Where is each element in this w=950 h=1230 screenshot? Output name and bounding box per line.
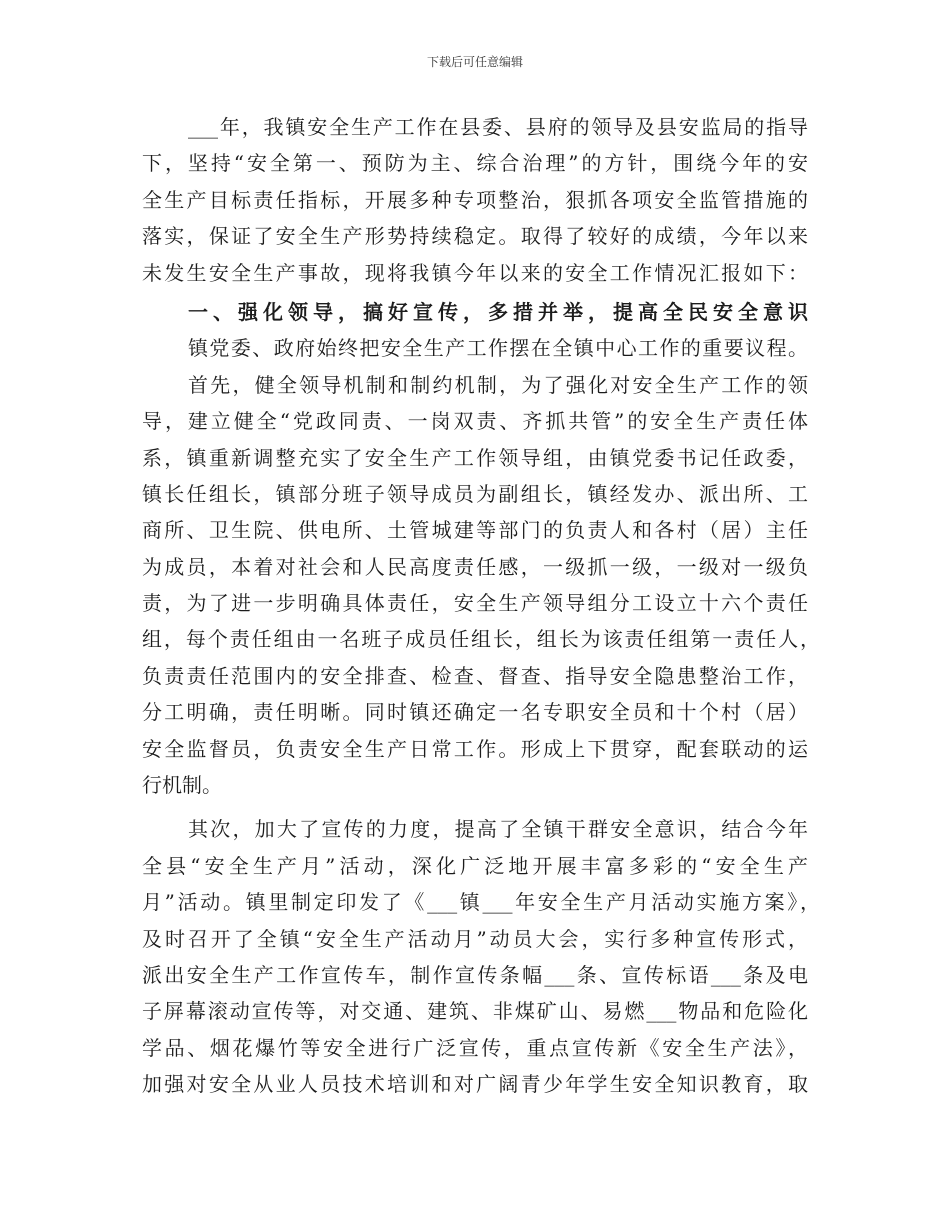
paragraph-line: 组，每个责任组由一名班子成员任组长，组长为该责任组第一责任人， (142, 627, 820, 652)
document-body (142, 109, 822, 1103)
paragraph-line: ___年，我镇安全生产工作在县委、县府的领导及县安监局的指导 (188, 115, 808, 139)
paragraph-line: 行机制。 (142, 773, 222, 798)
paragraph-line: 加强对安全从业人员技术培训和对广阔青少年学生安全知识教育，取 (142, 1072, 808, 1097)
paragraph-line: 安全监督员，负责安全生产日常工作。形成上下贯穿，配套联动的运 (142, 736, 808, 761)
paragraph-line: 下，坚持“安全第一、预防为主、综合治理”的方针，围绕今年的安 (142, 151, 808, 176)
paragraph-line: 月”活动。镇里制定印发了《___镇___年安全生产月活动实施方案》， (142, 890, 820, 915)
paragraph-line: 系，镇重新调整充实了安全生产工作领导组，由镇党委书记任政委， (142, 445, 808, 470)
paragraph-line: 首先，健全领导机制和制约机制，为了强化对安全生产工作的领 (188, 372, 808, 397)
section-heading: 一、强化领导，搞好宣传，多措并举，提高全民安全意识 (188, 299, 808, 324)
paragraph-line: 为成员，本着对社会和人民高度责任感，一级抓一级，一级对一级负 (142, 554, 808, 579)
intro-paragraph (142, 109, 822, 291)
paragraph-line: 镇长任组长，镇部分班子领导成员为副组长，镇经发办、派出所、工 (142, 481, 808, 506)
paragraph-line: 全县“安全生产月”活动，深化广泛地开展丰富多彩的“安全生产 (142, 853, 808, 878)
paragraph-line: 负责责任范围内的安全排查、检查、督查、指导安全隐患整治工作， (142, 663, 808, 688)
paragraph-line: 全生产目标责任指标，开展多种专项整治，狠抓各项安全监管措施的 (142, 187, 808, 212)
overview-paragraph: 镇党委、政府始终把安全生产工作摆在全镇中心工作的重要议程。 (188, 336, 808, 361)
paragraph-line: 责，为了进一步明确具体责任，安全生产领导组分工设立十六个责任 (142, 591, 808, 616)
paragraph-line: 学品、烟花爆竹等安全进行广泛宣传，重点宣传新《安全生产法》， (142, 1035, 808, 1060)
paragraph-line: 导，建立健全“党政同责、一岗双责、齐抓共管”的安全生产责任体 (142, 409, 808, 434)
page-header-note: 下载后可任意编辑 (426, 55, 523, 69)
paragraph-line: 其次，加大了宣传的力度，提高了全镇干群安全意识，结合今年 (188, 817, 808, 842)
paragraph-line: 未发生安全生产事故，现将我镇今年以来的安全工作情况汇报如下： (142, 260, 808, 285)
first-paragraph (142, 367, 822, 804)
paragraph-line: 分工明确，责任明晰。同时镇还确定一名专职安全员和十个村（居） (142, 700, 808, 725)
paragraph-line: 商所、卫生院、供电所、土管城建等部门的负责人和各村（居）主任 (142, 518, 808, 543)
paragraph-line: 及时召开了全镇“安全生产活动月”动员大会，实行多种宣传形式， (142, 926, 808, 951)
paragraph-line: 派出安全生产工作宣传车，制作宣传条幅___条、宣传标语___条及电 (142, 962, 808, 987)
paragraph-line: 落实，保证了安全生产形势持续稳定。取得了较好的成绩，今年以来 (142, 224, 808, 249)
second-paragraph (142, 811, 822, 1102)
paragraph-line: 子屏幕滚动宣传等，对交通、建筑、非煤矿山、易燃___物品和危险化 (142, 999, 808, 1024)
